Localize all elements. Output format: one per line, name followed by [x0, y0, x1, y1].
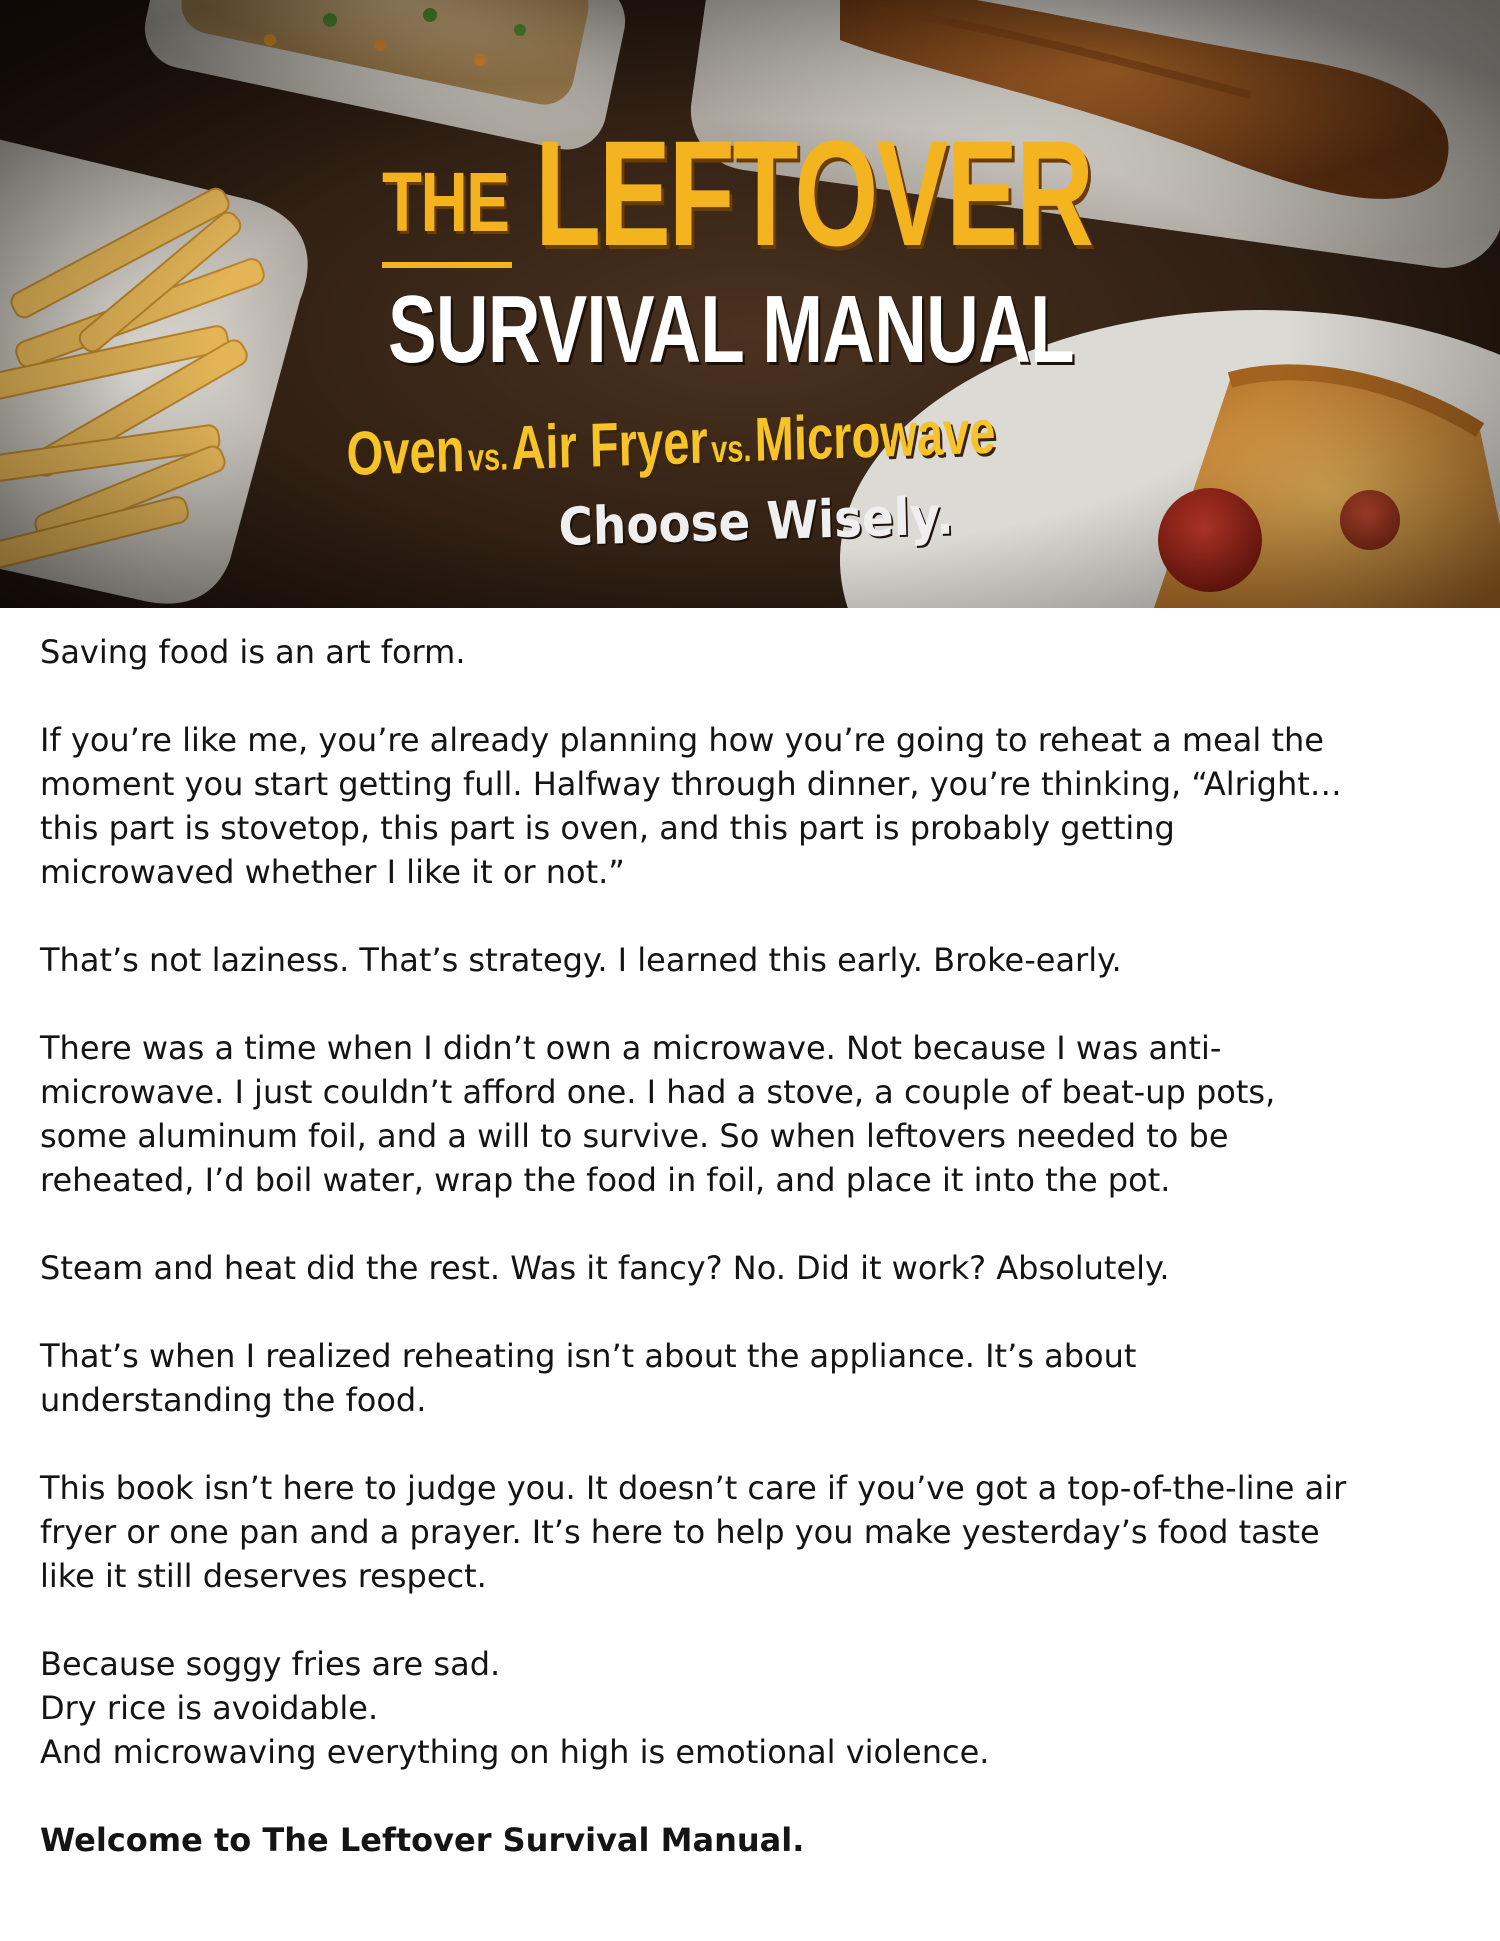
text-line: This book isn’t here to judge you. It doesn’t care if you’ve got a top-of-the-line air [40, 1469, 1347, 1507]
text-line: reheated, I’d boil water, wrap the food in foil, and place it into the pot. [40, 1161, 1171, 1199]
title-leftover: LEFTOVER [535, 109, 1092, 277]
comparison-subtitle [345, 397, 997, 489]
text-line: Saving food is an art form. [40, 633, 466, 671]
title-the-underline [382, 262, 512, 268]
paragraph [40, 938, 1460, 982]
paragraph [40, 1026, 1460, 1202]
text-line: like it still deserves respect. [40, 1557, 487, 1595]
text-line: microwave. I just couldn’t afford one. I had a stove, a couple of beat-up pots, [40, 1073, 1276, 1111]
title-the: THE [382, 155, 509, 249]
paragraph [40, 1466, 1460, 1598]
title-survival-manual: SURVIVAL MANUAL [388, 276, 1074, 383]
compare-microwave: Microwave [753, 397, 997, 475]
compare-vs-1: vs. [467, 436, 509, 480]
compare-vs-2: vs. [710, 428, 752, 472]
text-line: fryer or one pan and a prayer. It’s here to help you make yesterday’s food taste [40, 1513, 1320, 1551]
compare-air-fryer: Air Fryer [510, 407, 709, 484]
paragraph [40, 1642, 1460, 1774]
compare-oven: Oven [345, 415, 466, 489]
closing-line: Welcome to The Leftover Survival Manual. [40, 1821, 805, 1859]
text-line: There was a time when I didn’t own a microwave. Not because I was anti- [40, 1029, 1222, 1067]
intro-text [40, 630, 1460, 1906]
text-line: Steam and heat did the rest. Was it fancy? No. Did it work? Absolutely. [40, 1249, 1170, 1287]
text-line: this part is stovetop, this part is oven, and this part is probably getting [40, 809, 1175, 847]
text-line: That’s not laziness. That’s strategy. I learned this early. Broke-early. [40, 941, 1122, 979]
cover-title-block [0, 0, 1500, 608]
paragraph [40, 1334, 1460, 1422]
paragraph [40, 1246, 1460, 1290]
text-line: Because soggy fries are sad. [40, 1645, 501, 1683]
cover-banner [0, 0, 1500, 608]
tagline: Choose Wisely. [557, 486, 955, 558]
text-line: moment you start getting full. Halfway through dinner, you’re thinking, “Alright… [40, 765, 1342, 803]
text-line: understanding the food. [40, 1381, 427, 1419]
text-line: If you’re like me, you’re already planning how you’re going to reheat a meal the [40, 721, 1324, 759]
text-line: And microwaving everything on high is emotional violence. [40, 1733, 990, 1771]
text-line: microwaved whether I like it or not.” [40, 853, 625, 891]
paragraph [40, 718, 1460, 894]
text-line: That’s when I realized reheating isn’t about the appliance. It’s about [40, 1337, 1137, 1375]
text-line: some aluminum foil, and a will to survive. So when leftovers needed to be [40, 1117, 1229, 1155]
text-line: Dry rice is avoidable. [40, 1689, 379, 1727]
paragraph [40, 630, 1460, 674]
